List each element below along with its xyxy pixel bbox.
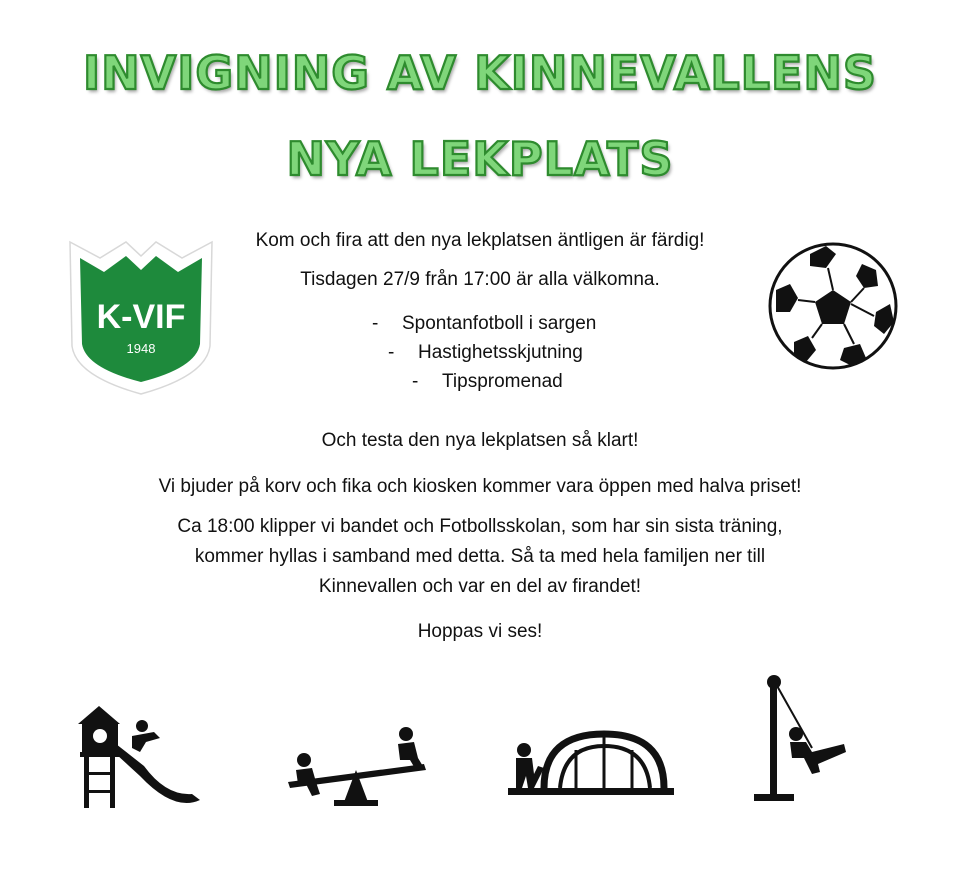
intro-line-2: Tisdagen 27/9 från 17:00 är alla välkomna.	[300, 269, 660, 290]
list-item-text: Tipspromenad	[442, 371, 563, 392]
ceremony-line-2: kommer hyllas i samband med detta. Så ta med hela familjen ner till	[194, 546, 766, 567]
list-item-text: Spontanfotboll i sargen	[402, 313, 597, 334]
slide-icon	[70, 696, 210, 814]
club-logo	[66, 236, 216, 396]
list-dash: -	[388, 342, 395, 363]
list-item	[350, 341, 670, 370]
intro-line-1: Kom och fira att den nya lekplatsen äntligen är färdig!	[255, 230, 705, 251]
offer-line: Vi bjuder på korv och fika och kiosken kommer vara öppen med halva priset!	[158, 476, 802, 497]
list-item-text: Hastighetsskjutning	[418, 342, 583, 363]
closing-line: Hoppas vi ses!	[417, 621, 543, 642]
swing-icon	[748, 672, 852, 808]
climbing-dome-icon	[504, 726, 674, 802]
page-title-line-2: NYA LEKPLATS	[286, 132, 674, 186]
test-line: Och testa den nya lekplatsen så klart!	[321, 430, 639, 451]
activity-list	[350, 312, 670, 399]
list-item	[350, 370, 670, 399]
list-dash: -	[372, 313, 379, 334]
list-item	[350, 312, 670, 341]
seesaw-icon	[286, 722, 436, 814]
logo-year: 1948	[126, 341, 156, 356]
football-icon	[766, 240, 900, 372]
ceremony-line-1: Ca 18:00 klipper vi bandet och Fotbollsskolan, som har sin sista träning,	[177, 516, 783, 537]
page-title-line-1: INVIGNING AV KINNEVALLENS	[83, 46, 877, 100]
list-dash: -	[412, 371, 419, 392]
logo-name: K-VIF	[96, 298, 186, 336]
ceremony-line-3: Kinnevallen och var en del av firandet!	[318, 576, 642, 597]
